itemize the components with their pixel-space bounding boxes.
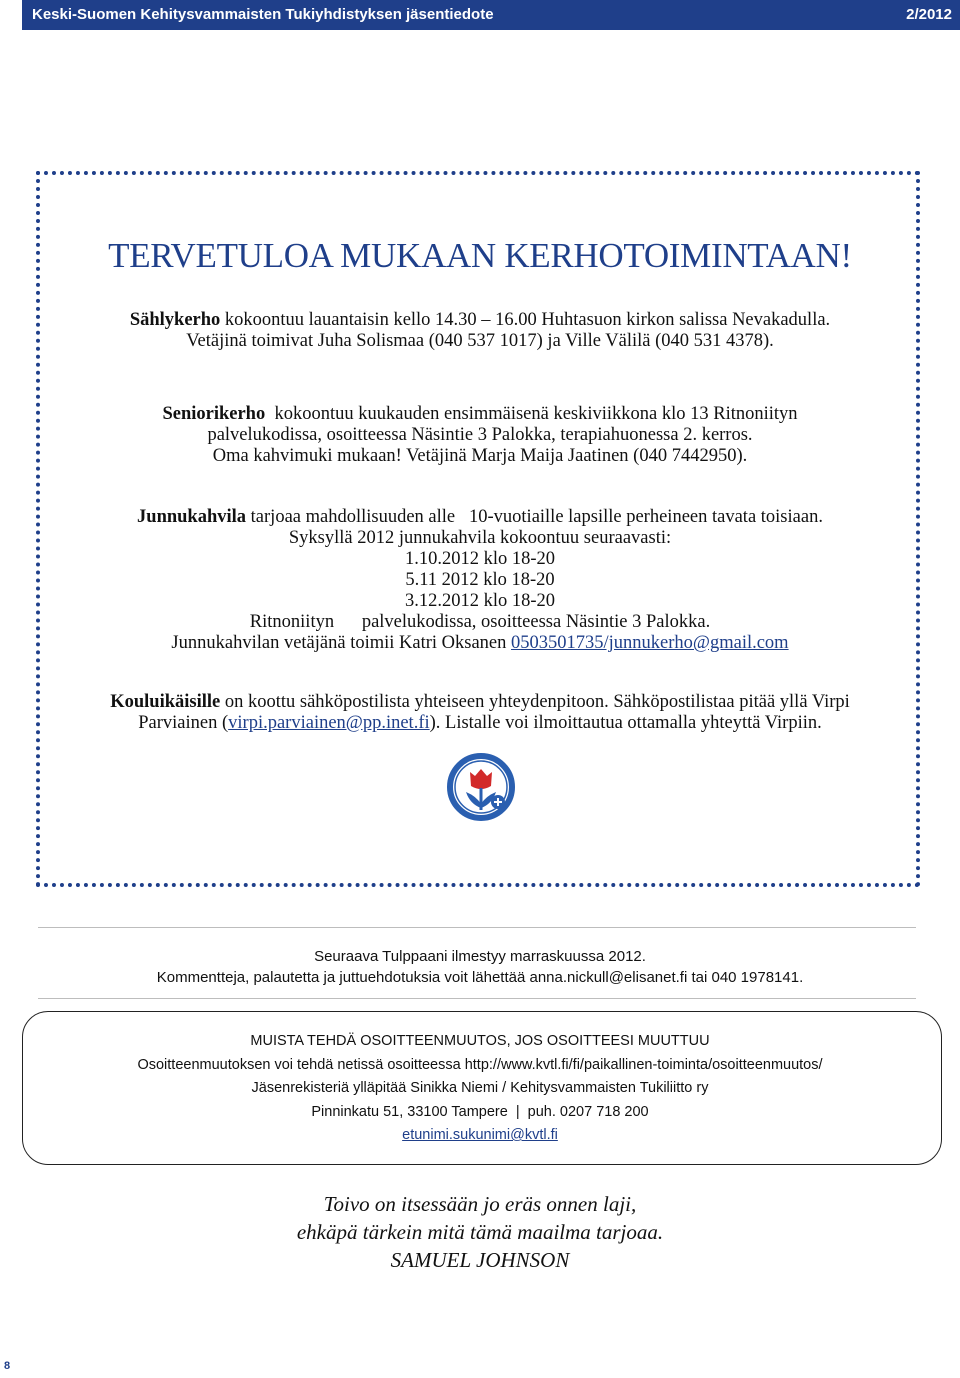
newsletter-header — [22, 0, 960, 30]
senior-paragraph — [0, 404, 960, 467]
next-issue-line-2: Kommentteja, palautetta ja juttuehdotuksia voit lähettää anna.nickull@elisanet.fi tai 040 1978141. — [156, 969, 804, 986]
junnu-place: Ritnoniityn palvelukodissa, osoitteessa Näsintie 3 Palokka. — [249, 612, 711, 632]
divider-bottom — [38, 998, 916, 999]
senior-line-1: kokoontuu kuukauden ensimmäisenä keskiviikkona klo 13 Ritnoniityn — [265, 404, 798, 424]
junnu-line-2: Syksyllä 2012 junnukahvila kokoontuu seuraavasti: — [288, 528, 672, 548]
sahly-text-2: Vetäjinä toimivat Juha Solismaa (040 537 1017) ja Ville Välilä (040 531 4378). — [186, 331, 774, 351]
notice-heading: MUISTA TEHDÄ OSOITTEENMUUTOS, JOS OSOITTEESI MUUTTUU — [250, 1033, 710, 1049]
junnu-date: 5.11 2012 klo 18-20 — [405, 570, 555, 590]
virpi-email-link[interactable]: virpi.parviainen@pp.inet.fi — [228, 713, 430, 733]
divider-top — [38, 927, 916, 928]
koulu-line-2b: ). Listalle voi ilmoittautua ottamalla yhteyttä Virpiin. — [429, 713, 822, 733]
junnu-date: 3.12.2012 klo 18-20 — [404, 591, 556, 611]
newsletter-title: Keski-Suomen Kehitysvammaisten Tukiyhdistyksen jäsentiedote — [32, 6, 494, 23]
quote-author: SAMUEL JOHNSON — [390, 1248, 570, 1272]
junnu-leader-text: Junnukahvilan vetäjänä toimii Katri Oksanen — [171, 633, 512, 653]
notice-line-3: Pinninkatu 51, 33100 Tampere | puh. 0207 718 200 — [311, 1103, 649, 1120]
issue-number: 2/2012 — [906, 6, 952, 23]
junnu-paragraph — [0, 507, 960, 654]
koulu-paragraph — [0, 692, 960, 734]
next-issue-line-1: Seuraava Tulppaani ilmestyy marraskuussa 2012. — [314, 948, 646, 965]
notice-line-2: Jäsenrekisteriä ylläpitää Sinikka Niemi / Kehitysvammaisten Tukiliitto ry — [251, 1080, 709, 1096]
junnu-line-1: tarjoaa mahdollisuuden alle 10-vuotiaille lapsille perheineen tavata toisiaan. — [246, 507, 823, 527]
page-number: 8 — [4, 1360, 11, 1372]
main-heading: TERVETULOA MUKAAN KERHOTOIMINTAAN! — [108, 236, 852, 275]
sahly-text-1: kokoontuu lauantaisin kello 14.30 – 16.00 Huhtasuon kirkon salissa Nevakadulla. — [220, 310, 831, 330]
quote-line-2: ehkäpä tärkein mitä tämä maailma tarjoaa. — [296, 1220, 664, 1244]
notice-text — [0, 1030, 960, 1148]
junnu-contact-link[interactable]: 0503501735/junnukerho@gmail.com — [511, 633, 789, 653]
notice-email-link[interactable]: etunimi.sukunimi@kvtl.fi — [402, 1127, 558, 1143]
koulu-label: Kouluikäisille — [110, 692, 221, 712]
quote — [0, 1190, 960, 1274]
quote-line-1: Toivo on itsessään jo eräs onnen laji, — [323, 1192, 637, 1216]
senior-line-2: palvelukodissa, osoitteessa Näsintie 3 Palokka, terapiahuonessa 2. kerros. — [207, 425, 753, 445]
koulu-line-2a: Parviainen ( — [138, 713, 229, 733]
notice-line-1: Osoitteenmuutoksen voi tehdä netissä osoitteessa http://www.kvtl.fi/fi/paikallinen-toiminta/osoitteenmuutos/ — [137, 1056, 823, 1073]
senior-line-3b: Vetäjinä Marja Maija Jaatinen (040 7442950). — [401, 446, 748, 466]
koulu-line-1: on koottu sähköpostilista yhteiseen yhteydenpitoon. Sähköpostilistaa pitää yllä Virpi — [220, 692, 850, 712]
tulip-logo-icon — [446, 752, 516, 822]
senior-label: Seniorikerho — [162, 404, 266, 424]
junnu-date: 1.10.2012 klo 18-20 — [404, 549, 556, 569]
next-issue-info — [0, 946, 960, 988]
senior-line-3a: Oma kahvimuki mukaan! — [212, 446, 402, 466]
sahly-label: Sählykerho — [129, 310, 221, 330]
junnu-label: Junnukahvila — [137, 507, 247, 527]
sahly-paragraph — [0, 310, 960, 352]
